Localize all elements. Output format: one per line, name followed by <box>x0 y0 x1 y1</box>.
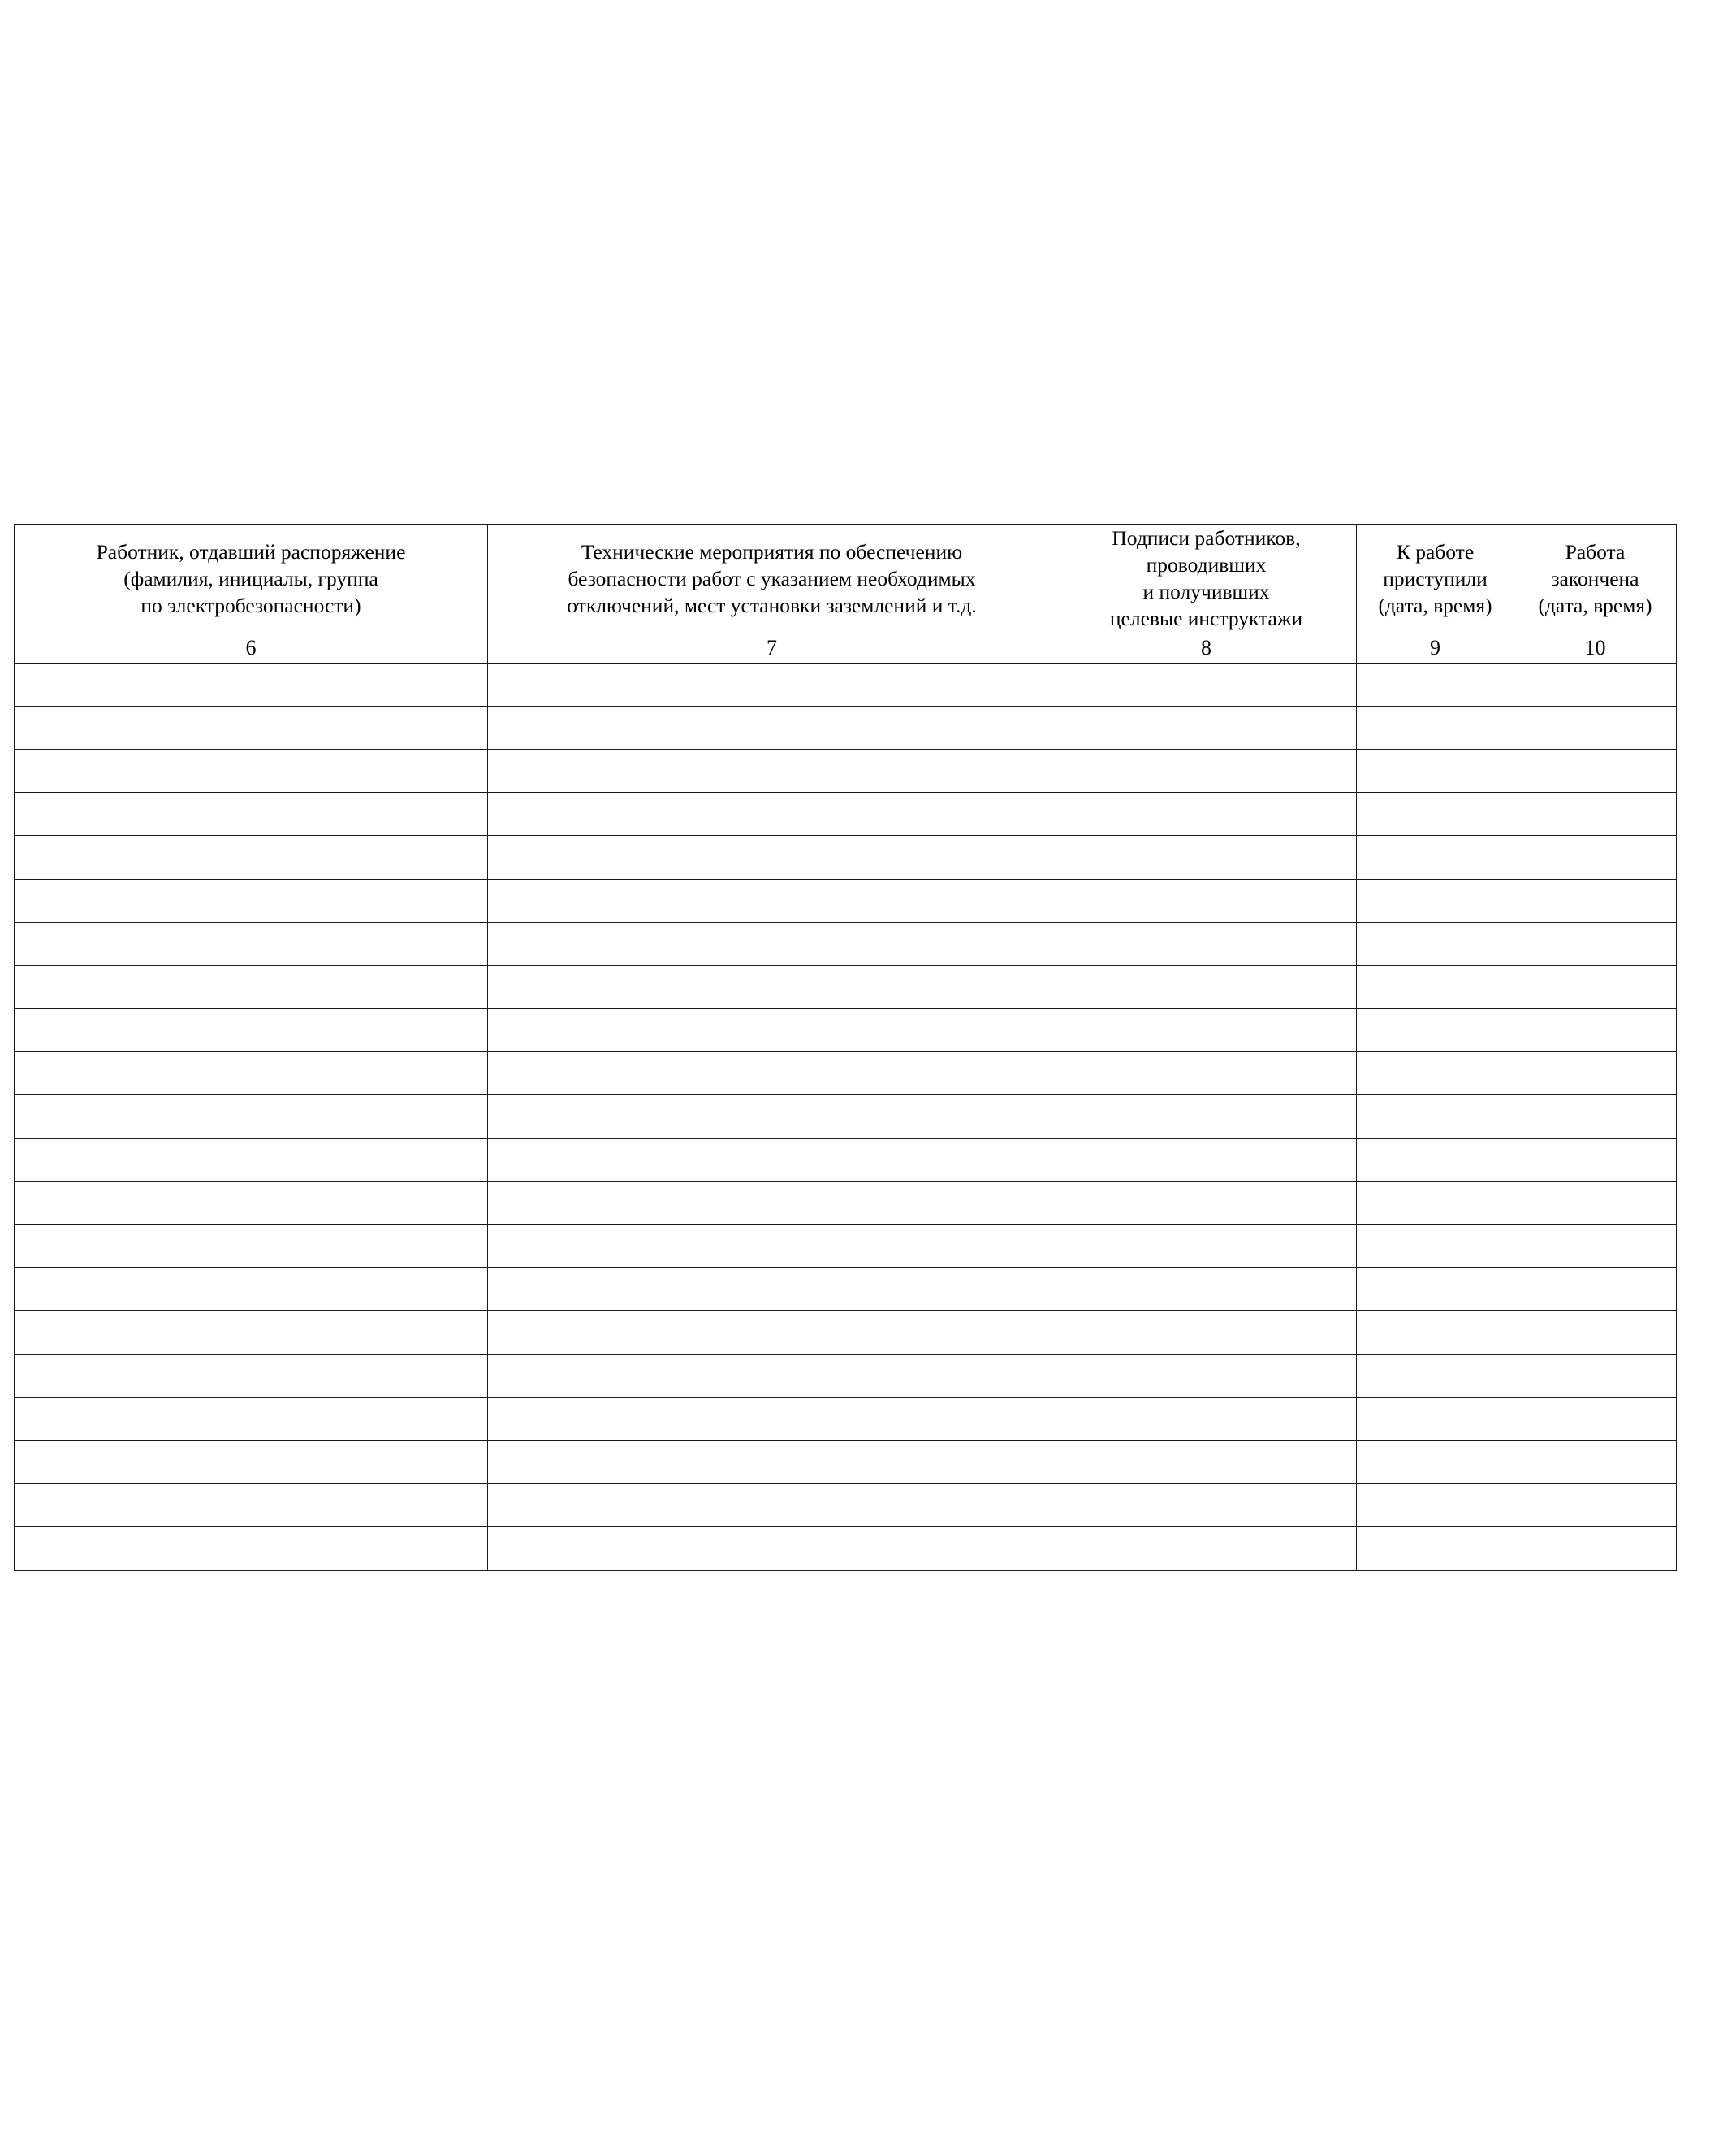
table-row <box>15 1095 1677 1138</box>
header-line: по электробезопасности) <box>140 593 361 617</box>
table-cell-empty[interactable] <box>1056 836 1357 879</box>
table-header <box>15 525 1677 664</box>
table-cell-empty[interactable] <box>1514 1354 1677 1397</box>
table-cell-empty[interactable] <box>1357 1138 1514 1181</box>
table-row <box>15 1311 1677 1354</box>
table-cell-empty[interactable] <box>15 1268 488 1311</box>
table-row <box>15 1440 1677 1483</box>
table-cell-empty[interactable] <box>1056 965 1357 1008</box>
journal-table <box>14 524 1677 1571</box>
header-line: Работа <box>1565 539 1626 564</box>
table-cell-empty[interactable] <box>1514 793 1677 836</box>
table-row <box>15 1268 1677 1311</box>
table-cell-empty[interactable] <box>15 706 488 749</box>
table-cell-empty[interactable] <box>488 1311 1056 1354</box>
table-cell-empty[interactable] <box>1056 879 1357 922</box>
table-row <box>15 706 1677 749</box>
table-row <box>15 1354 1677 1397</box>
table-cell-empty[interactable] <box>1056 1484 1357 1527</box>
table-cell-empty[interactable] <box>15 1527 488 1570</box>
table-cell-empty[interactable] <box>488 793 1056 836</box>
table-cell-empty[interactable] <box>1514 706 1677 749</box>
table-cell-empty[interactable] <box>1056 1397 1357 1440</box>
table-cell-empty[interactable] <box>15 1225 488 1268</box>
column-header-work-finished <box>1514 525 1677 633</box>
table-cell-empty[interactable] <box>15 1052 488 1095</box>
table-cell-empty[interactable] <box>1357 1311 1514 1354</box>
table-cell-empty[interactable] <box>488 663 1056 706</box>
table-cell-empty[interactable] <box>1514 1268 1677 1311</box>
table-cell-empty[interactable] <box>1056 1052 1357 1095</box>
table-cell-empty[interactable] <box>1357 836 1514 879</box>
table-cell-empty[interactable] <box>1056 922 1357 965</box>
table-cell-empty[interactable] <box>1514 1181 1677 1224</box>
table-cell-empty[interactable] <box>15 922 488 965</box>
header-line: целевые инструктажи <box>1109 607 1303 631</box>
table-row <box>15 1138 1677 1181</box>
table-row <box>15 836 1677 879</box>
column-number: 6 <box>15 633 488 663</box>
table-cell-empty[interactable] <box>488 879 1056 922</box>
table-cell-empty[interactable] <box>1056 706 1357 749</box>
table-cell-empty[interactable] <box>1514 1052 1677 1095</box>
column-header-worker-who-gave-order <box>15 525 488 633</box>
table-cell-empty[interactable] <box>1514 1397 1677 1440</box>
table-cell-empty[interactable] <box>15 1009 488 1052</box>
column-number: 7 <box>488 633 1056 663</box>
table-cell-empty[interactable] <box>1514 879 1677 922</box>
table-row <box>15 1397 1677 1440</box>
table-row <box>15 922 1677 965</box>
table-cell-empty[interactable] <box>488 1009 1056 1052</box>
column-header-work-started <box>1357 525 1514 633</box>
table-cell-empty[interactable] <box>15 836 488 879</box>
table-cell-empty[interactable] <box>488 1225 1056 1268</box>
table-cell-empty[interactable] <box>488 1052 1056 1095</box>
column-number-row <box>15 633 1677 663</box>
header-line: (фамилия, инициалы, группа <box>123 566 378 590</box>
table-cell-empty[interactable] <box>1056 1440 1357 1483</box>
header-line: (дата, время) <box>1378 593 1492 617</box>
table-cell-empty[interactable] <box>488 1397 1056 1440</box>
table-cell-empty[interactable] <box>488 1268 1056 1311</box>
table-cell-empty[interactable] <box>1514 1311 1677 1354</box>
table-cell-empty[interactable] <box>1357 749 1514 792</box>
table-cell-empty[interactable] <box>1514 1440 1677 1483</box>
header-line: закончена <box>1551 566 1639 590</box>
table-cell-empty[interactable] <box>1056 793 1357 836</box>
table-cell-empty[interactable] <box>1056 1527 1357 1570</box>
table-cell-empty[interactable] <box>1357 1354 1514 1397</box>
table-cell-empty[interactable] <box>1514 663 1677 706</box>
table-cell-empty[interactable] <box>15 1484 488 1527</box>
header-line: проводивших <box>1146 553 1267 577</box>
table-cell-empty[interactable] <box>1514 1484 1677 1527</box>
table-row <box>15 1009 1677 1052</box>
table-row <box>15 663 1677 706</box>
table-cell-empty[interactable] <box>488 1095 1056 1138</box>
journal-table-container <box>14 524 1676 1571</box>
table-cell-empty[interactable] <box>1056 1311 1357 1354</box>
table-cell-empty[interactable] <box>488 1354 1056 1397</box>
table-row <box>15 749 1677 792</box>
table-cell-empty[interactable] <box>1357 1397 1514 1440</box>
table-cell-empty[interactable] <box>15 1181 488 1224</box>
table-row <box>15 1181 1677 1224</box>
table-cell-empty[interactable] <box>488 749 1056 792</box>
table-cell-empty[interactable] <box>1514 1138 1677 1181</box>
table-row <box>15 965 1677 1008</box>
column-number: 10 <box>1514 633 1677 663</box>
table-cell-empty[interactable] <box>1357 1009 1514 1052</box>
table-cell-empty[interactable] <box>1514 1009 1677 1052</box>
table-cell-empty[interactable] <box>1056 1225 1357 1268</box>
table-cell-empty[interactable] <box>1056 1095 1357 1138</box>
table-cell-empty[interactable] <box>488 922 1056 965</box>
table-cell-empty[interactable] <box>488 965 1056 1008</box>
table-cell-empty[interactable] <box>15 793 488 836</box>
table-cell-empty[interactable] <box>1357 1052 1514 1095</box>
table-cell-empty[interactable] <box>1514 836 1677 879</box>
table-row <box>15 1527 1677 1570</box>
table-cell-empty[interactable] <box>1514 1527 1677 1570</box>
table-cell-empty[interactable] <box>1514 922 1677 965</box>
table-cell-empty[interactable] <box>1357 1225 1514 1268</box>
table-cell-empty[interactable] <box>1514 749 1677 792</box>
header-line: К работе <box>1396 539 1475 564</box>
table-body <box>15 663 1677 1570</box>
table-cell-empty[interactable] <box>1056 1181 1357 1224</box>
table-cell-empty[interactable] <box>1357 663 1514 706</box>
table-row <box>15 1484 1677 1527</box>
table-cell-empty[interactable] <box>1357 706 1514 749</box>
table-cell-empty[interactable] <box>488 1527 1056 1570</box>
header-line: Работник, отдавший распоряжение <box>96 539 406 564</box>
table-cell-empty[interactable] <box>15 879 488 922</box>
table-cell-empty[interactable] <box>488 1181 1056 1224</box>
table-row <box>15 879 1677 922</box>
table-cell-empty[interactable] <box>1514 1095 1677 1138</box>
column-header-technical-measures <box>488 525 1056 633</box>
table-cell-empty[interactable] <box>15 1354 488 1397</box>
table-cell-empty[interactable] <box>1056 1138 1357 1181</box>
header-line: приступили <box>1383 566 1488 590</box>
header-line: безопасности работ с указанием необходимых <box>568 566 976 590</box>
table-cell-empty[interactable] <box>488 1440 1056 1483</box>
table-cell-empty[interactable] <box>15 1095 488 1138</box>
column-number: 9 <box>1357 633 1514 663</box>
table-cell-empty[interactable] <box>1056 663 1357 706</box>
table-cell-empty[interactable] <box>1357 922 1514 965</box>
table-cell-empty[interactable] <box>1357 1268 1514 1311</box>
table-cell-empty[interactable] <box>1357 1484 1514 1527</box>
table-cell-empty[interactable] <box>1357 1440 1514 1483</box>
table-cell-empty[interactable] <box>1056 1354 1357 1397</box>
table-cell-empty[interactable] <box>1056 1268 1357 1311</box>
table-row <box>15 793 1677 836</box>
table-cell-empty[interactable] <box>488 1138 1056 1181</box>
table-cell-empty[interactable] <box>15 1311 488 1354</box>
table-cell-empty[interactable] <box>15 965 488 1008</box>
table-cell-empty[interactable] <box>1514 965 1677 1008</box>
table-cell-empty[interactable] <box>488 836 1056 879</box>
table-cell-empty[interactable] <box>1357 879 1514 922</box>
table-cell-empty[interactable] <box>15 1440 488 1483</box>
header-line: отключений, мест установки заземлений и т.д. <box>567 593 977 617</box>
table-cell-empty[interactable] <box>1357 1527 1514 1570</box>
table-cell-empty[interactable] <box>1056 749 1357 792</box>
table-cell-empty[interactable] <box>1056 1009 1357 1052</box>
table-cell-empty[interactable] <box>488 1484 1056 1527</box>
table-cell-empty[interactable] <box>1357 965 1514 1008</box>
header-line: Технические мероприятия по обеспечению <box>581 539 963 564</box>
table-row <box>15 1225 1677 1268</box>
table-cell-empty[interactable] <box>1357 793 1514 836</box>
table-cell-empty[interactable] <box>15 1397 488 1440</box>
table-cell-empty[interactable] <box>488 706 1056 749</box>
table-cell-empty[interactable] <box>15 663 488 706</box>
table-row <box>15 1052 1677 1095</box>
header-line: Подписи работников, <box>1112 526 1301 550</box>
table-cell-empty[interactable] <box>1514 1225 1677 1268</box>
table-cell-empty[interactable] <box>15 749 488 792</box>
header-line: и получивших <box>1142 580 1270 604</box>
header-row <box>15 525 1677 633</box>
table-cell-empty[interactable] <box>1357 1095 1514 1138</box>
column-number: 8 <box>1056 633 1357 663</box>
header-line: (дата, время) <box>1538 593 1652 617</box>
table-cell-empty[interactable] <box>1357 1181 1514 1224</box>
column-header-signatures <box>1056 525 1357 633</box>
table-cell-empty[interactable] <box>15 1138 488 1181</box>
